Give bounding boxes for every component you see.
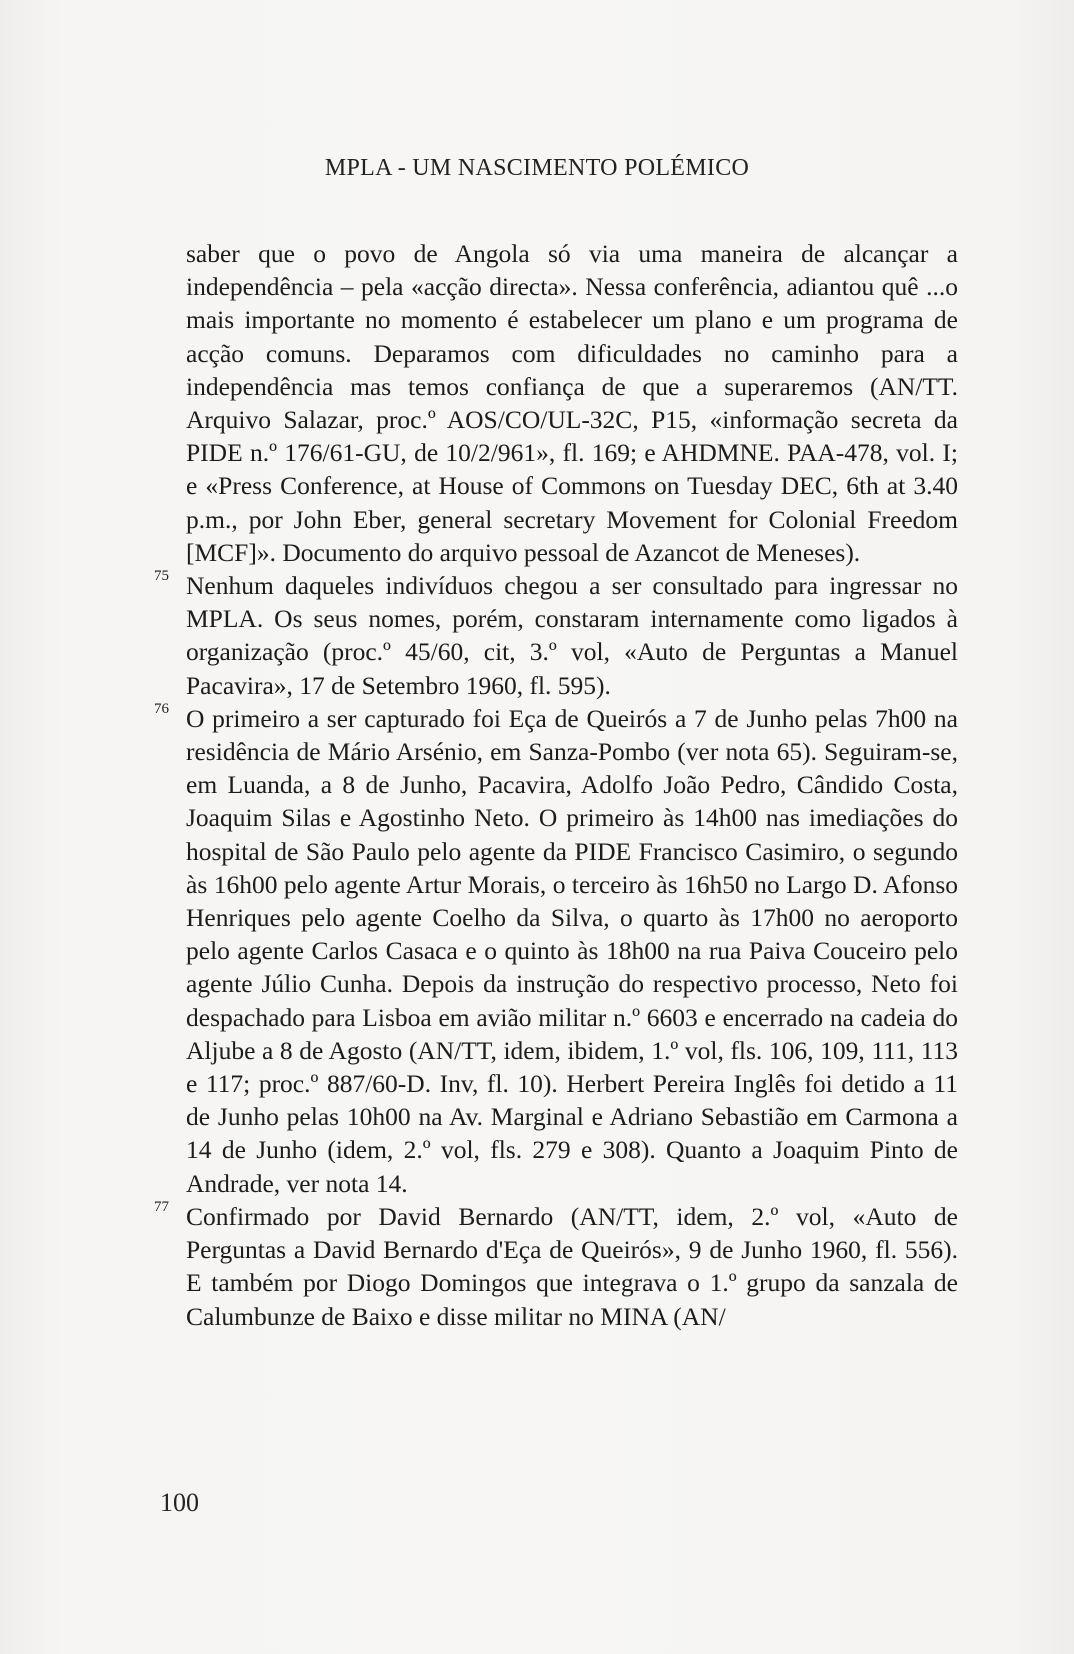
footnote-continuation	[186, 237, 958, 569]
footnote-number: 75	[154, 568, 169, 585]
running-head: MPLA - UM NASCIMENTO POLÉMICO	[324, 155, 750, 181]
footnote-77	[154, 1198, 958, 1333]
continuation-text: saber que o povo de Angola só via uma maneira de alcançar a independência – pela «acção directa». Nessa conferência, adiantou quê ...o mais importante no momento é estabelecer um plano e um programa de acção comuns. Deparamos com dificuldades no caminho para a independência mas temos confiança de que a superaremos (AN/TT. Arquivo Salazar, proc.º AOS/CO/UL-32C, P15, «informação secreta da PIDE n.º 176/61-GU, de 10/2/961», fl. 169; e AHDMNE. PAA-478, vol. I; e «Press Conference, at House of Commons on Tuesday DEC, 6th at 3.40 p.m., por John Eber, general secretary Movement for Colonial Freedom [MCF]». Documento do arquivo pessoal de Azancot de Meneses).	[186, 239, 958, 567]
footnote-text: O primeiro a ser capturado foi Eça de Queirós a 7 de Junho pelas 7h00 na residência de Mário Arsénio, em Sanza-Pombo (ver nota 65). Seguiram-se, em Luanda, a 8 de Junho, Pacavira, Adolfo João Pedro, Cândido Costa, Joaquim Silas e Agostinho Neto. O primeiro às 14h00 nas imediações do hospital de São Paulo pelo agente da PIDE Francisco Casimiro, o segundo às 16h00 pelo agente Artur Morais, o terceiro às 16h50 no Largo D. Afonso Henriques pelo agente Coelho da Silva, o quarto às 17h00 no aeroporto pelo agente Carlos Casaca e o quinto às 18h00 na rua Paiva Couceiro pelo agente Júlio Cunha. Depois da instrução do respectivo processo, Neto foi despachado para Lisboa em avião militar n.º 6603 e encerrado na cadeia do Aljube a 8 de Agosto (AN/TT, idem, ibidem, 1.º vol, fls. 106, 109, 111, 113 e 117; proc.º 887/60-D. Inv, fl. 10). Herbert Pereira Inglês foi detido a 11 de Junho pelas 10h00 na Av. Marginal e Adriano Sebastião em Carmona a 14 de Junho (idem, 2.º vol, fls. 279 e 308). Quanto a Joaquim Pinto de Andrade, ver nota 14.	[186, 703, 958, 1198]
footnote-number: 77	[154, 1198, 169, 1215]
footnote-number: 76	[154, 700, 169, 717]
footnote-text: Confirmado por David Bernardo (AN/TT, idem, 2.º vol, «Auto de Perguntas a David Bernardo d'Eça de Queirós», 9 de Junho 1960, fl. 556). E também por Diogo Domingos que integrava o 1.º grupo da sanzala de Calumbunze de Baixo e disse militar no MINA (AN/	[186, 1201, 958, 1331]
footnote-text: Nenhum daqueles indivíduos chegou a ser consultado para ingressar no MPLA. Os seus nomes, porém, constaram internamente como ligados à organização (proc.º 45/60, cit, 3.º vol, «Auto de Perguntas a Manuel Pacavira», 17 de Setembro 1960, fl. 595).	[186, 571, 958, 700]
footnotes-block	[154, 237, 958, 1333]
footnote-76	[154, 700, 958, 1200]
footnote-75	[154, 568, 958, 702]
page-number: 100	[160, 1488, 199, 1517]
